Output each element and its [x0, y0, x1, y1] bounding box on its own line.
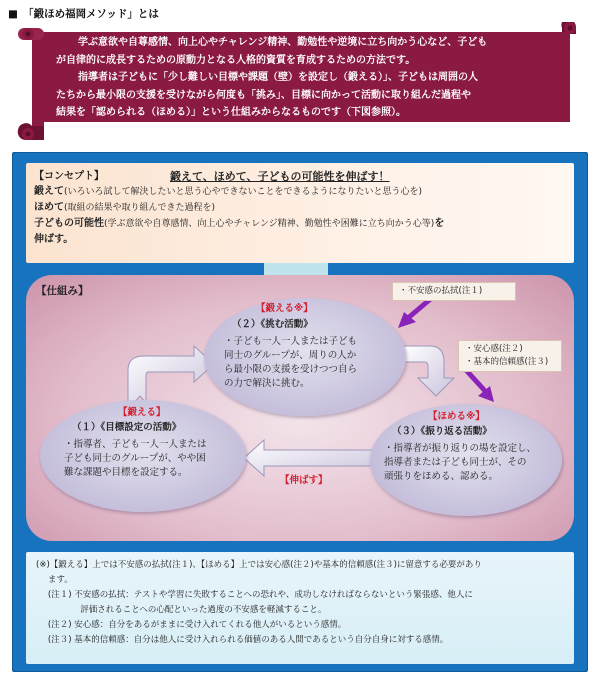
challenge-desc-line: ら最小限の支援を受けつつ自ら	[224, 364, 358, 375]
reflect-tag-text: 【ほめる※】	[428, 411, 485, 422]
challenge-desc	[224, 335, 357, 391]
intro-line: たちから最小限の支援を受けながら何度も「挑み」、目標に向かって活動に取り組んだ過程や	[56, 89, 471, 101]
concept-tag: 【コンセプト】	[34, 171, 104, 182]
desc-kanousei: (学ぶ意欲や自尊感情、向上心やチャレンジ精神、勤勉性や困難に立ち向かう心等)	[104, 219, 435, 229]
reflect-title: （３）《振り返る活動》	[392, 426, 492, 437]
term-homete: ほめて	[34, 202, 64, 213]
challenge-desc-line: の力で解決に挑む。	[224, 378, 310, 389]
challenge-tag-text: 【鍛える※】	[256, 303, 313, 314]
note-1-cont: 評価されることへの心配といった過度の不安感を軽減すること。	[80, 605, 327, 615]
reflect-desc-line: 指導者または子ども同士が、その	[384, 457, 527, 468]
reflect-desc-line: ・指導者が振り返りの場を設定し、	[384, 443, 537, 454]
note-1: (注１) 不安感の払拭：テストや学習に失敗することへの恐れや、成功しなければならないという緊張感、他人に	[47, 590, 473, 600]
arrow-challenge-to-reflect	[404, 346, 454, 396]
goal-tag-text: 【鍛える】	[118, 407, 166, 418]
note-3: (注３) 基本的信頼感：自分は他人に受け入れられる価値のある人間であるという自分自身に対する感情。	[47, 635, 449, 645]
reflect-desc	[384, 442, 536, 484]
callout-trust-text: ・基本的信頼感(注３)	[465, 357, 549, 367]
challenge-title: （２）《挑む活動》	[232, 319, 313, 330]
reflect-desc-line: 頑張りをほめる、認める。	[384, 471, 499, 482]
challenge-tag	[256, 302, 313, 316]
term-kanousei: 子どもの可能性	[34, 218, 104, 229]
reflect-tag	[428, 410, 485, 424]
challenge-desc-line: ・子ども一人一人または子ども	[224, 336, 358, 347]
intro-line: 指導者は子どもに「少し難しい目標や課題（壁）を設定し（鍛える）」、子どもは周囲の人	[78, 72, 478, 83]
goal-desc-line: ・指導者、子ども一人一人または	[64, 439, 207, 450]
term-kitaete: 鍛えて	[34, 186, 64, 197]
notes-box	[26, 552, 574, 664]
goal-desc-line: 子ども同士のグループが、やや困	[64, 453, 206, 464]
arrow-security-pointer	[466, 370, 486, 392]
intro-line: 結果を「認められる（ほめる）」という仕組みからなるものです（下図参照）。	[56, 107, 406, 118]
desc-kitaete: (いろいろ試して解決したいと思う心やできないことをできるようになりたいと思う心を)	[64, 187, 423, 197]
nobasu-label: 【伸ばす】	[280, 475, 328, 486]
desc-homete: (取組の結果や取り組んできた過程を)	[64, 203, 216, 213]
section-heading: ■ 「鍛ほめ福岡メソッド」とは	[8, 8, 159, 20]
callout-security	[458, 340, 562, 372]
mechanism-title: 【仕組み】	[36, 285, 89, 297]
arrow-goal-to-challenge	[128, 346, 214, 403]
goal-desc-line: 難な課題や目標を設定する。	[64, 467, 188, 478]
intro-line: 学ぶ意欲や自尊感情、向上心やチャレンジ精神、勤勉性や逆境に立ち向かう心など、子ども	[78, 37, 488, 48]
note-2: (注２) 安心感：自分をあるがままに受け入れてくれる他人がいるという感情。	[47, 620, 347, 630]
goal-desc	[64, 438, 207, 480]
goal-title: （１）《目標設定の活動》	[72, 422, 182, 433]
term-nobasu: 伸ばす。	[34, 234, 74, 245]
arrow-reflect-to-goal	[244, 440, 384, 476]
intro-line: が自律的に成長するための原動力となる人格的資質を育成するための方法です。	[56, 54, 416, 66]
callout-anxiety-text: ・不安感の払拭(注１)	[399, 286, 483, 296]
callout-security-text: ・安心感(注２)	[465, 344, 523, 354]
concept-slogan: 鍛えて、ほめて、子どもの可能性を伸ばす！	[170, 170, 390, 183]
callout-anxiety	[392, 282, 516, 301]
term-wo: を	[434, 218, 445, 229]
challenge-desc-line: 同士のグループが、周りの人か	[224, 350, 357, 361]
note-main: (※)【鍛える】上では不安感の払拭(注１)、【ほめる】上では安心感(注２)や基本的信頼感(注３)に留意する必要があり	[36, 560, 482, 570]
note-main-cont: ます。	[47, 575, 73, 585]
goal-tag	[118, 406, 166, 420]
